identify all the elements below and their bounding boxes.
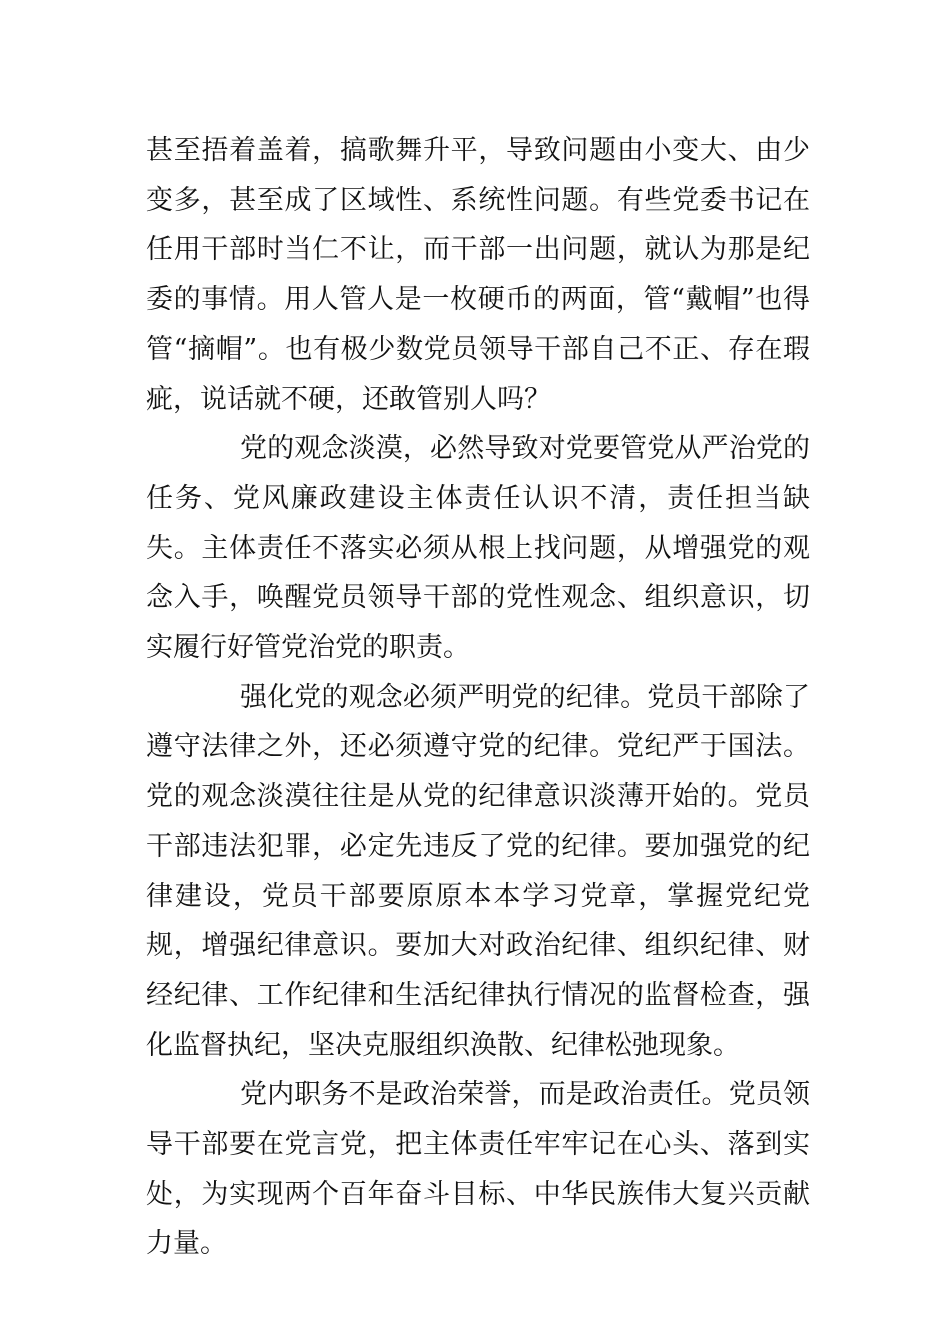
paragraph-2: 党的观念淡漠，必然导致对党要管党从严治党的任务、党风廉政建设主体责任认识不清，责任担当缺失。主体责任不落实必须从根上找问题，从增强党的观念入手，唤醒党员领导干部的党性观念、组织意识，切实履行好管党治党的职责。 [146, 433, 810, 664]
body-text [146, 126, 810, 1269]
paragraph-4: 党内职务不是政治荣誉，而是政治责任。党员领导干部要在党言党，把主体责任牢牢记在心头、落到实处，为实现两个百年奋斗目标、中华民族伟大复兴贡献力量。 [146, 1079, 810, 1260]
paragraph-1: 甚至捂着盖着，搞歌舞升平，导致问题由小变大、由少变多，甚至成了区域性、系统性问题。有些党委书记在任用干部时当仁不让，而干部一出问题，就认为那是纪委的事情。用人管人是一枚硬币的两面，管“戴帽”也得管“摘帽”。也有极少数党员领导干部自己不正、存在瑕疵，说话就不硬，还敢管别人吗？ [146, 135, 810, 415]
paragraph-3: 强化党的观念必须严明党的纪律。党员干部除了遵守法律之外，还必须遵守党的纪律。党纪严于国法。党的观念淡漠往往是从党的纪律意识淡薄开始的。党员干部违法犯罪，必定先违反了党的纪律。要加强党的纪律建设，党员干部要原原本本学习党章，掌握党纪党规，增强纪律意识。要加大对政治纪律、组织纪律、财经纪律、工作纪律和生活纪律执行情况的监督检查，强化监督执纪，坚决克服组织涣散、纪律松弛现象。 [146, 681, 810, 1061]
